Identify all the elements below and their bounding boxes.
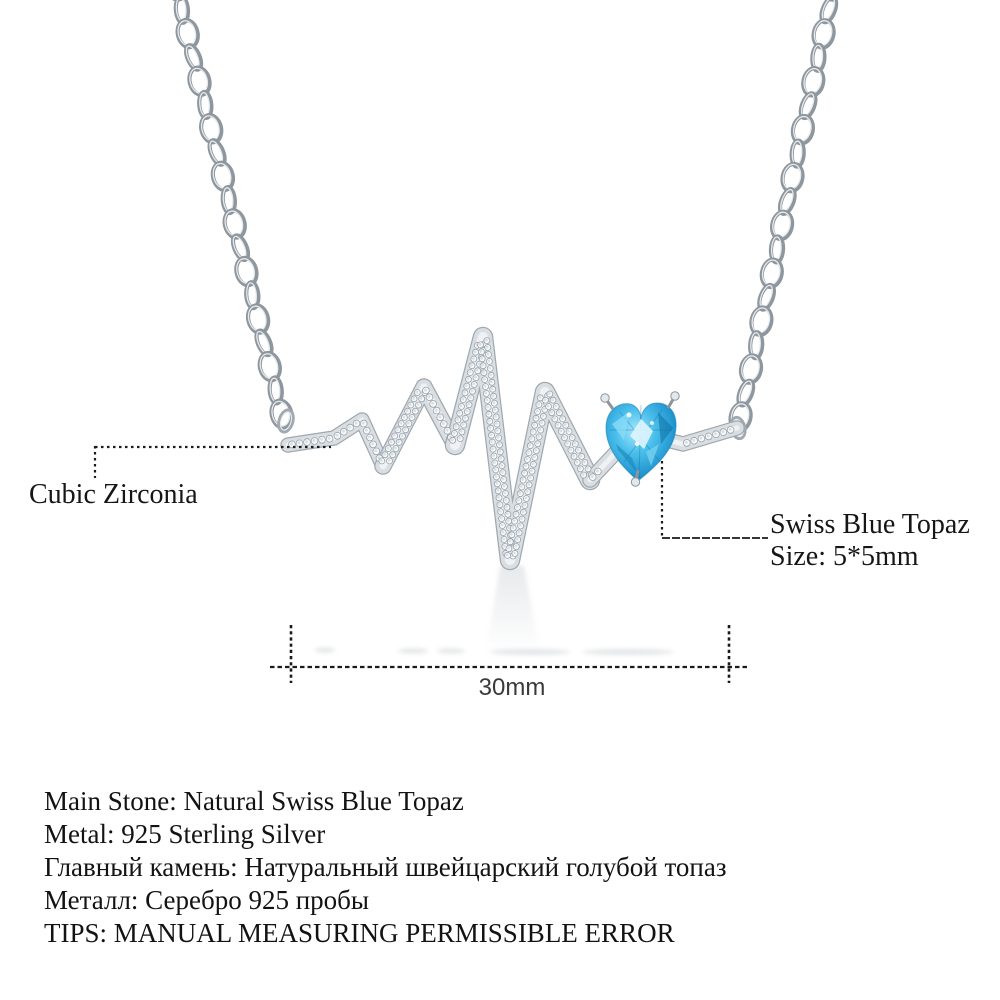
cz-stone-facet <box>502 478 505 481</box>
cz-stone-facet <box>561 417 564 420</box>
cz-stone-facet <box>490 433 493 436</box>
cz-stone-facet <box>386 447 389 450</box>
cz-stone-facet <box>583 461 586 464</box>
cz-stone-facet <box>388 459 391 462</box>
cz-stone-facet <box>424 389 427 392</box>
cz-stone-facet <box>320 438 323 441</box>
cz-stone-facet <box>451 438 454 441</box>
cz-stone-facet <box>442 422 445 425</box>
cz-stone-facet <box>467 377 470 380</box>
cz-stone-facet <box>380 459 383 462</box>
cz-stone-facet <box>469 396 472 399</box>
cz-stone-facet <box>467 403 470 406</box>
necklace-chain-left <box>163 0 294 430</box>
cz-stone-facet <box>460 430 463 433</box>
cz-stone-facet <box>530 437 533 440</box>
cz-stone-facet <box>523 504 526 507</box>
cz-stone-facet <box>371 442 374 445</box>
cz-stone-facet <box>491 387 494 390</box>
cz-stone-facet <box>514 512 517 515</box>
topaz-heart-stone <box>601 392 679 486</box>
cz-stone-facet <box>493 461 496 464</box>
cz-stone-facet <box>543 408 546 411</box>
cz-stone-facet <box>511 526 514 529</box>
spec-line-metal-ru: Металл: Серебро 925 пробы <box>44 885 370 915</box>
cz-stone-facet <box>498 443 501 446</box>
cz-stone-facet <box>391 453 394 456</box>
cz-stone-facet <box>500 517 503 520</box>
cz-stone-facet <box>714 432 717 435</box>
cz-stone-facet <box>485 392 488 395</box>
topaz-label <box>770 509 970 573</box>
cz-stone-facet <box>487 353 490 356</box>
cz-stone-facet <box>548 392 551 395</box>
cz-stone-facet <box>476 369 479 372</box>
cz-stone-facet <box>463 391 466 394</box>
cz-stone-facet <box>417 403 420 406</box>
cz-stone-facet <box>328 437 331 440</box>
necklace-chain-right <box>728 0 846 433</box>
cz-stone-facet <box>516 506 519 509</box>
cz-stone-facet <box>413 409 416 412</box>
dimension-label: 30mm <box>478 674 546 701</box>
cz-stone-facet <box>431 402 434 405</box>
cz-stone-facet <box>556 423 559 426</box>
cz-stone-facet <box>481 364 484 367</box>
cz-stone-facet <box>553 417 556 420</box>
cz-stone-facet <box>575 461 578 464</box>
cz-stone-facet <box>699 437 702 440</box>
cz-stone-facet <box>497 436 500 439</box>
cz-stone-facet <box>489 426 492 429</box>
cz-stone-facet <box>468 371 471 374</box>
cz-stone-facet <box>494 468 497 471</box>
cz-stone-facet <box>517 531 520 534</box>
cz-stone-facet <box>404 428 407 431</box>
cz-stone-facet <box>305 440 308 443</box>
cz-stone-facet <box>520 485 523 488</box>
cz-stone-facet <box>493 408 496 411</box>
cz-stone-facet <box>496 482 499 485</box>
cz-stone-facet <box>692 439 695 442</box>
topaz-label-line2: Size: 5*5mm <box>770 541 919 572</box>
cz-stone-facet <box>492 454 495 457</box>
cz-stone-facet <box>456 418 459 421</box>
cz-stone-facet <box>486 346 489 349</box>
cz-stone-facet <box>415 391 418 394</box>
spec-line-tips: TIPS: MANUAL MEASURING PERMISSIBLE ERROR <box>44 918 675 948</box>
cz-stone-facet <box>519 524 522 527</box>
cz-stone-facet <box>488 360 491 363</box>
cz-stone-facet <box>520 517 523 520</box>
cz-stone-facet <box>406 409 409 412</box>
cz-stone-facet <box>563 436 566 439</box>
cz-stone-facet <box>495 475 498 478</box>
cz-stone-facet <box>580 454 583 457</box>
cz-stone-facet <box>403 416 406 419</box>
cz-stone-facet <box>547 405 550 408</box>
cz-stone-facet <box>494 415 497 418</box>
cz-stone-facet <box>532 462 535 465</box>
cz-stone-facet <box>489 373 492 376</box>
cz-stone-facet <box>496 429 499 432</box>
cz-stone-facet <box>534 449 537 452</box>
cz-stone-facet <box>521 478 524 481</box>
cz-stone-facet <box>538 396 541 399</box>
cz-stone-facet <box>474 376 477 379</box>
cz-stone-facet <box>399 422 402 425</box>
cz-stone-facet <box>567 430 570 433</box>
cz-stone-facet <box>498 503 501 506</box>
cz-stone-facet <box>534 416 537 419</box>
cz-stone-facet <box>507 547 510 550</box>
cz-stone-facet <box>453 432 456 435</box>
cz-stone-facet <box>528 444 531 447</box>
reflection <box>315 566 674 655</box>
cz-stone-facet <box>517 499 520 502</box>
cz-stone-facet <box>508 540 511 543</box>
cz-stone-facet <box>527 451 530 454</box>
cz-stone-facet <box>488 367 491 370</box>
cz-stone-facet <box>298 441 301 444</box>
cubic-zirconia-label: Cubic Zirconia <box>29 479 198 510</box>
cz-stone-facet <box>542 414 545 417</box>
cz-stone-facet <box>474 350 477 353</box>
cz-stone-facet <box>591 475 594 478</box>
cz-stone-facet <box>482 371 485 374</box>
cz-stone-facet <box>533 423 536 426</box>
cz-stone-facet <box>499 457 502 460</box>
cz-stone-facet <box>536 410 539 413</box>
cz-stone-facet <box>499 510 502 513</box>
cz-stone-facet <box>498 450 501 453</box>
cz-stone-facet <box>530 469 533 472</box>
cz-stone-facet <box>487 412 490 415</box>
cz-stone-facet <box>729 428 732 431</box>
cz-stone-facet <box>484 385 487 388</box>
cz-stone-facet <box>582 473 585 476</box>
cz-stone-facet <box>412 397 415 400</box>
cz-stone-facet <box>490 440 493 443</box>
cz-stone-facet <box>390 440 393 443</box>
cz-stone-facet <box>537 403 540 406</box>
cz-stone-facet <box>506 554 509 557</box>
cz-stone-facet <box>533 456 536 459</box>
cz-stone-facet <box>428 395 431 398</box>
cz-stone-facet <box>527 483 530 486</box>
cz-stone-facet <box>383 453 386 456</box>
cz-stone-facet <box>500 464 503 467</box>
topaz-label-line1: Swiss Blue Topaz <box>770 509 970 540</box>
cz-stone-facet <box>537 435 540 438</box>
cz-stone-facet <box>410 416 413 419</box>
reflection-streak <box>486 566 540 652</box>
cz-stone-facet <box>507 519 510 522</box>
cz-stone-facet <box>472 383 475 386</box>
cz-stone-facet <box>335 434 338 437</box>
cz-stone-facet <box>495 422 498 425</box>
cz-stone-facet <box>483 378 486 381</box>
cz-stone-facet <box>394 447 397 450</box>
cz-stone-facet <box>464 416 467 419</box>
cz-stone-facet <box>485 399 488 402</box>
cz-stone-facet <box>493 401 496 404</box>
cz-stone-facet <box>514 545 517 548</box>
cz-stone-facet <box>504 492 507 495</box>
cz-stone-facet <box>544 398 547 401</box>
cz-stone-facet <box>365 429 368 432</box>
cz-stone-facet <box>540 421 543 424</box>
cz-stone-facet <box>503 485 506 488</box>
spec-line-main-stone-ru: Главный камень: Натуральный швейцарский голубой топаз <box>44 852 727 882</box>
cz-stone-facet <box>516 538 519 541</box>
cz-stone-facet <box>461 398 464 401</box>
cz-stone-facet <box>524 497 527 500</box>
cz-stone-facet <box>479 343 482 346</box>
cz-stone-facet <box>504 499 507 502</box>
cz-stone-facet <box>454 425 457 428</box>
cz-stone-facet <box>485 339 488 342</box>
cz-stone-facet <box>397 440 400 443</box>
cz-stone-facet <box>290 442 293 445</box>
cz-stone-facet <box>491 447 494 450</box>
cz-stone-facet <box>435 409 438 412</box>
cz-stone-facet <box>539 428 542 431</box>
cz-stone-facet <box>513 552 516 555</box>
cz-stone-facet <box>492 394 495 397</box>
cz-stone-facet <box>502 538 505 541</box>
cz-stone-facet <box>550 411 553 414</box>
cz-stone-facet <box>501 524 504 527</box>
cz-stone-facet <box>490 380 493 383</box>
spec-text-block <box>44 785 727 950</box>
cz-stone-facet <box>529 476 532 479</box>
cz-stone-facet <box>407 422 410 425</box>
cz-stone-facet <box>374 449 377 452</box>
cz-stone-facet <box>531 430 534 433</box>
cz-stone-facet <box>569 448 572 451</box>
cz-stone-facet <box>506 512 509 515</box>
cz-stone-facet <box>577 448 580 451</box>
cz-stone-facet <box>420 397 423 400</box>
cz-stone-facet <box>470 364 473 367</box>
cz-stone-facet <box>503 545 506 548</box>
cz-stone-facet <box>486 406 489 409</box>
cz-stone-facet <box>355 422 358 425</box>
cz-stone-facet <box>362 422 365 425</box>
cz-stone-facet <box>707 434 710 437</box>
cz-stone-facet <box>596 470 599 473</box>
cz-stone-facet <box>438 415 441 418</box>
cz-stone-facet <box>368 436 371 439</box>
cz-stone-facet <box>501 471 504 474</box>
cz-stone-facet <box>313 439 316 442</box>
cz-stone-facet <box>409 403 412 406</box>
cz-stone-facet <box>573 442 576 445</box>
cz-stone-facet <box>572 454 575 457</box>
cz-stone-facet <box>465 384 468 387</box>
cz-stone-facet <box>393 434 396 437</box>
cz-stone-facet <box>458 437 461 440</box>
cz-stone-facet <box>586 467 589 470</box>
cz-stone-facet <box>526 458 529 461</box>
cz-stone-facet <box>536 442 539 445</box>
cz-stone-facet <box>480 357 483 360</box>
cz-stone-facet <box>522 510 525 513</box>
cz-stone-facet <box>480 350 483 353</box>
cz-stone-facet <box>518 492 521 495</box>
cz-stone-facet <box>471 389 474 392</box>
cz-stone-facet <box>510 533 513 536</box>
cz-stone-facet <box>348 426 351 429</box>
cz-stone-facet <box>462 423 465 426</box>
spec-line-metal: Metal: 925 Sterling Silver <box>44 819 326 849</box>
cz-stone-facet <box>472 357 475 360</box>
cz-stone-facet <box>579 467 582 470</box>
cz-stone-facet <box>505 505 508 508</box>
cz-stone-facet <box>685 441 688 444</box>
cz-stone-facet <box>465 410 468 413</box>
cz-stone-facet <box>460 405 463 408</box>
cz-stone-facet <box>342 430 345 433</box>
cz-stone-facet <box>551 398 554 401</box>
cz-stone-facet <box>496 489 499 492</box>
cz-stone-facet <box>458 411 461 414</box>
cz-stone-facet <box>523 471 526 474</box>
cz-stone-facet <box>513 519 516 522</box>
cz-stone-facet <box>559 430 562 433</box>
cz-stone-facet <box>488 419 491 422</box>
cz-stone-facet <box>554 405 557 408</box>
cz-stone-facet <box>445 429 448 432</box>
cz-stone-facet <box>501 531 504 534</box>
cz-stone-facet <box>570 436 573 439</box>
cz-stone-facet <box>401 434 404 437</box>
cz-stone-facet <box>558 411 561 414</box>
cz-stone-facet <box>524 464 527 467</box>
cz-stone-facet <box>526 490 529 493</box>
cz-stone-facet <box>564 423 567 426</box>
cz-stone-facet <box>721 430 724 433</box>
cz-stone-facet <box>497 496 500 499</box>
cz-stone-facet <box>396 428 399 431</box>
cz-stone-facet <box>566 442 569 445</box>
spec-line-main-stone: Main Stone: Natural Swiss Blue Topaz <box>44 786 464 816</box>
